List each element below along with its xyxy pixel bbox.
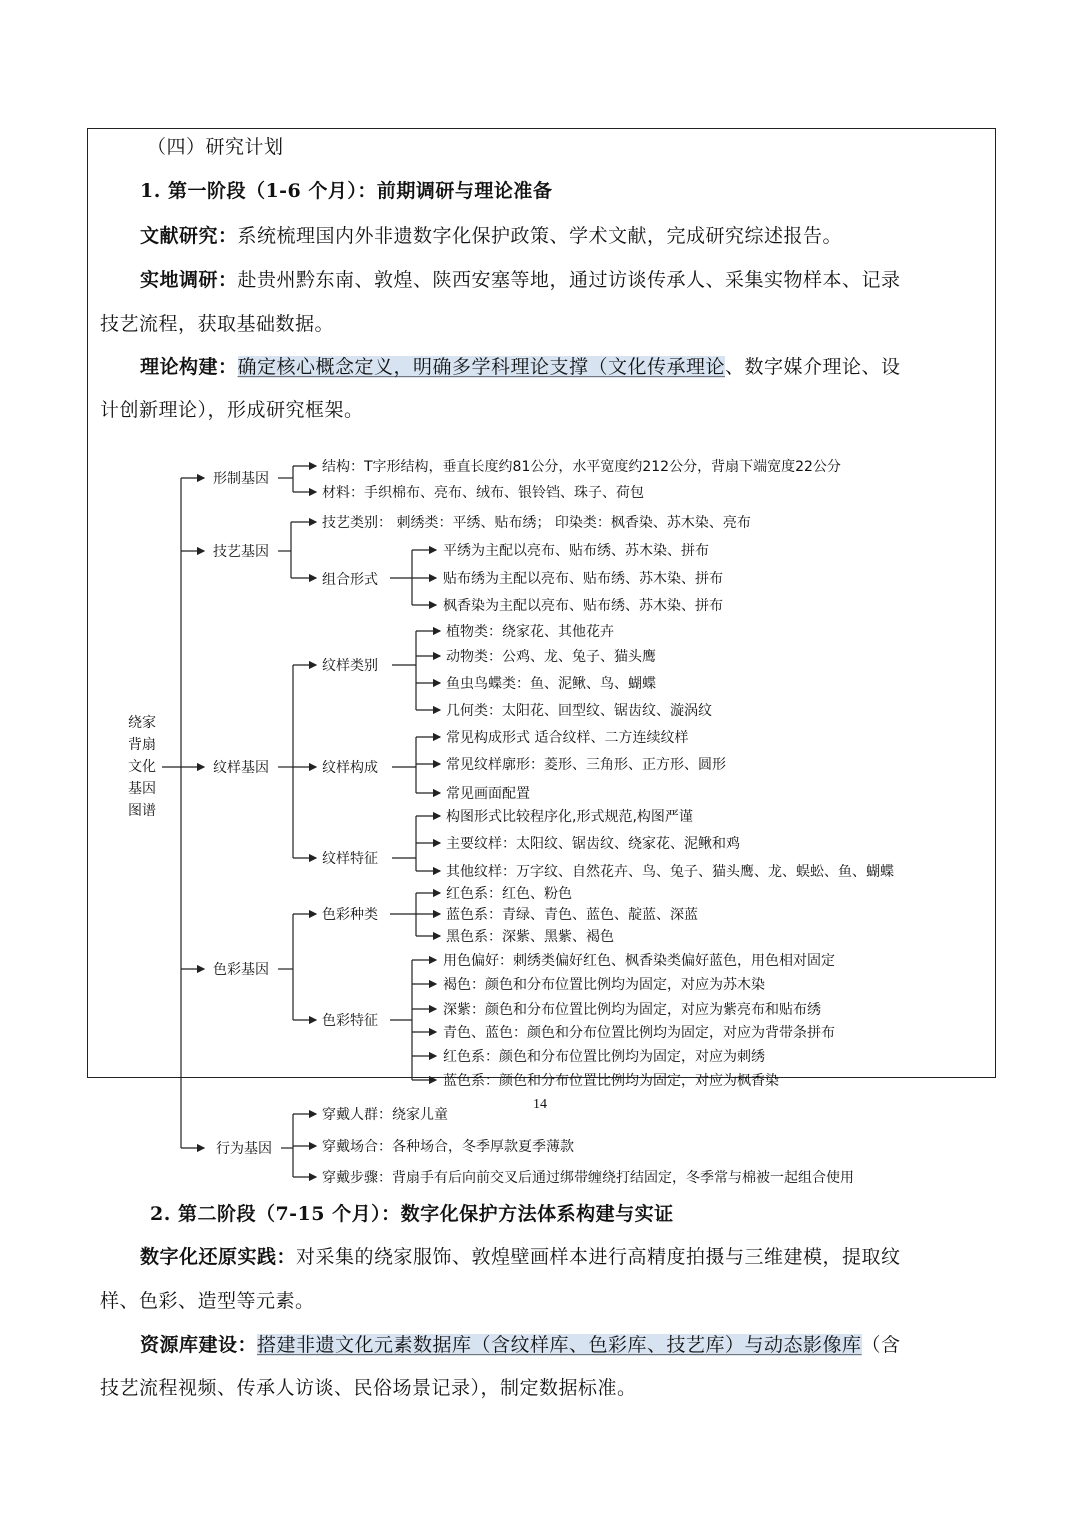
theory-highlight: 确定核心概念定义，明确多学科理论支撑（文化传承理论 — [237, 356, 726, 378]
page-number: 14 — [533, 1097, 547, 1112]
fieldwork-text: 赴贵州黔东南、敦煌、陕西安塞等地，通过访谈传承人、采集实物样本、记录 — [237, 269, 901, 291]
tree-wy1d: 几何类：太阳花、回型纹、锯齿纹、漩涡纹 — [446, 703, 712, 719]
tree-wy3c: 其他纹样：万字纹、自然花卉、鸟、兔子、猫头鹰、龙、蜈蚣、鱼、蝴蝶 — [446, 864, 894, 880]
tree-sc2d: 青色、蓝色：颜色和分布位置比例均为固定，对应为背带条拼布 — [443, 1025, 835, 1041]
root-label-5: 图谱 — [128, 803, 156, 819]
tree-jy: 技艺基因 — [213, 544, 269, 560]
fieldwork-line2: 技艺流程，获取基础数据。 — [100, 313, 335, 335]
root-label-1: 绕家 — [128, 715, 156, 731]
tree-sc2f: 蓝色系：颜色和分布位置比例均为固定，对应为枫香染 — [443, 1073, 779, 1089]
tree-wy: 纹样基因 — [213, 760, 269, 776]
tree-xw3: 穿戴步骤：背扇手有后向前交叉后通过绑带缠绕打结固定，冬季常与棉被一起组合使用 — [322, 1170, 854, 1186]
database-label: 资源库建设： — [140, 1334, 258, 1356]
database-paragraph — [140, 1331, 1040, 1359]
theory-rest: 、数字媒介理论、设 — [725, 356, 901, 378]
tree-jy2c: 枫香染为主配以亮布、贴布绣、苏木染、拼布 — [443, 598, 723, 614]
tree-sc1a: 红色系：红色、粉色 — [446, 886, 572, 902]
literature-text: 系统梳理国内外非遗数字化保护政策、学术文献，完成研究综述报告。 — [237, 225, 843, 247]
tree-sc1: 色彩种类 — [322, 907, 378, 923]
tree-wy2a: 常见构成形式 适合纹样、二方连续纹样 — [446, 730, 689, 746]
fieldwork-label: 实地调研： — [140, 269, 238, 291]
tree-xw: 行为基因 — [216, 1141, 272, 1157]
tree-wy3: 纹样特征 — [322, 851, 378, 867]
stage1-title: 1. 第一阶段（1-6 个月）：前期调研与理论准备 — [140, 180, 553, 202]
tree-jy2a: 平绣为主配以亮布、贴布绣、苏木染、拼布 — [443, 543, 709, 559]
tree-xz: 形制基因 — [213, 471, 269, 487]
literature-label: 文献研究： — [140, 225, 238, 247]
tree-sc2e: 红色系：颜色和分布位置比例均为固定，对应为刺绣 — [443, 1049, 765, 1065]
tree-sc: 色彩基因 — [213, 962, 269, 978]
tree-sc2b: 褐色：颜色和分布位置比例均为固定，对应为苏木染 — [443, 977, 765, 993]
tree-xw2: 穿戴场合：各种场合，冬季厚款夏季薄款 — [322, 1139, 574, 1155]
tree-sc2: 色彩特征 — [322, 1013, 378, 1029]
database-rest: （含 — [861, 1334, 901, 1356]
database-highlight: 搭建非遗文化元素数据库（含纹样库、色彩库、技艺库）与动态影像库 — [257, 1334, 862, 1356]
tree-xw1: 穿戴人群：绕家儿童 — [322, 1107, 448, 1123]
practice-line2: 样、色彩、造型等元素。 — [100, 1290, 315, 1312]
tree-wy1: 纹样类别 — [322, 658, 378, 674]
root-label-2: 背扇 — [128, 737, 156, 753]
practice-text: 对采集的绕家服饰、敦煌壁画样本进行高精度拍摄与三维建模，提取纹 — [296, 1246, 901, 1268]
database-line2: 技艺流程视频、传承人访谈、民俗场景记录），制定数据标准。 — [100, 1377, 637, 1399]
tree-wy1a: 植物类：绕家花、其他花卉 — [446, 624, 614, 640]
tree-sc1b: 蓝色系：青绿、青色、蓝色、靛蓝、深蓝 — [446, 907, 698, 923]
tree-wy2: 纹样构成 — [322, 760, 378, 776]
tree-sc2a: 用色偏好：刺绣类偏好红色、枫香染类偏好蓝色，用色相对固定 — [443, 953, 835, 969]
tree-wy3b: 主要纹样：太阳纹、锯齿纹、绕家花、泥鳅和鸡 — [446, 836, 740, 852]
tree-jy1: 技艺类别： 刺绣类：平绣、贴布绣； 印染类：枫香染、苏木染、亮布 — [322, 515, 751, 531]
section-heading: （四）研究计划 — [147, 136, 284, 158]
theory-label: 理论构建： — [140, 356, 238, 378]
root-label-3: 文化 — [128, 759, 156, 775]
tree-jy2: 组合形式 — [322, 572, 378, 588]
tree-wy2b: 常见纹样廓形：菱形、三角形、正方形、圆形 — [446, 757, 726, 773]
practice-paragraph — [140, 1243, 1040, 1271]
tree-wy3a: 构图形式比较程序化,形式规范,构图严谨 — [446, 809, 693, 825]
tree-sc2c: 深紫：颜色和分布位置比例均为固定，对应为紫亮布和贴布绣 — [443, 1002, 821, 1018]
tree-wy1c: 鱼虫鸟蝶类：鱼、泥鳅、鸟、蝴蝶 — [446, 676, 656, 692]
tree-wy1b: 动物类：公鸡、龙、兔子、猫头鹰 — [446, 649, 656, 665]
stage2-title: 2. 第二阶段（7-15 个月）：数字化保护方法体系构建与实证 — [150, 1203, 674, 1225]
root-label-4: 基因 — [128, 781, 156, 797]
tree-wy2c: 常见画面配置 — [446, 786, 530, 802]
tree-sc1c: 黑色系：深紫、黑紫、褐色 — [446, 929, 614, 945]
tree-xz1: 结构：T字形结构，垂直长度约81公分，水平宽度约212公分，背扇下端宽度22公分 — [322, 459, 841, 475]
theory-line2: 计创新理论），形成研究框架。 — [100, 399, 364, 421]
tree-xz2: 材料：手织棉布、亮布、绒布、银铃铛、珠子、荷包 — [322, 485, 644, 501]
tree-jy2b: 贴布绣为主配以亮布、贴布绣、苏木染、拼布 — [443, 571, 723, 587]
practice-label: 数字化还原实践： — [140, 1246, 297, 1268]
